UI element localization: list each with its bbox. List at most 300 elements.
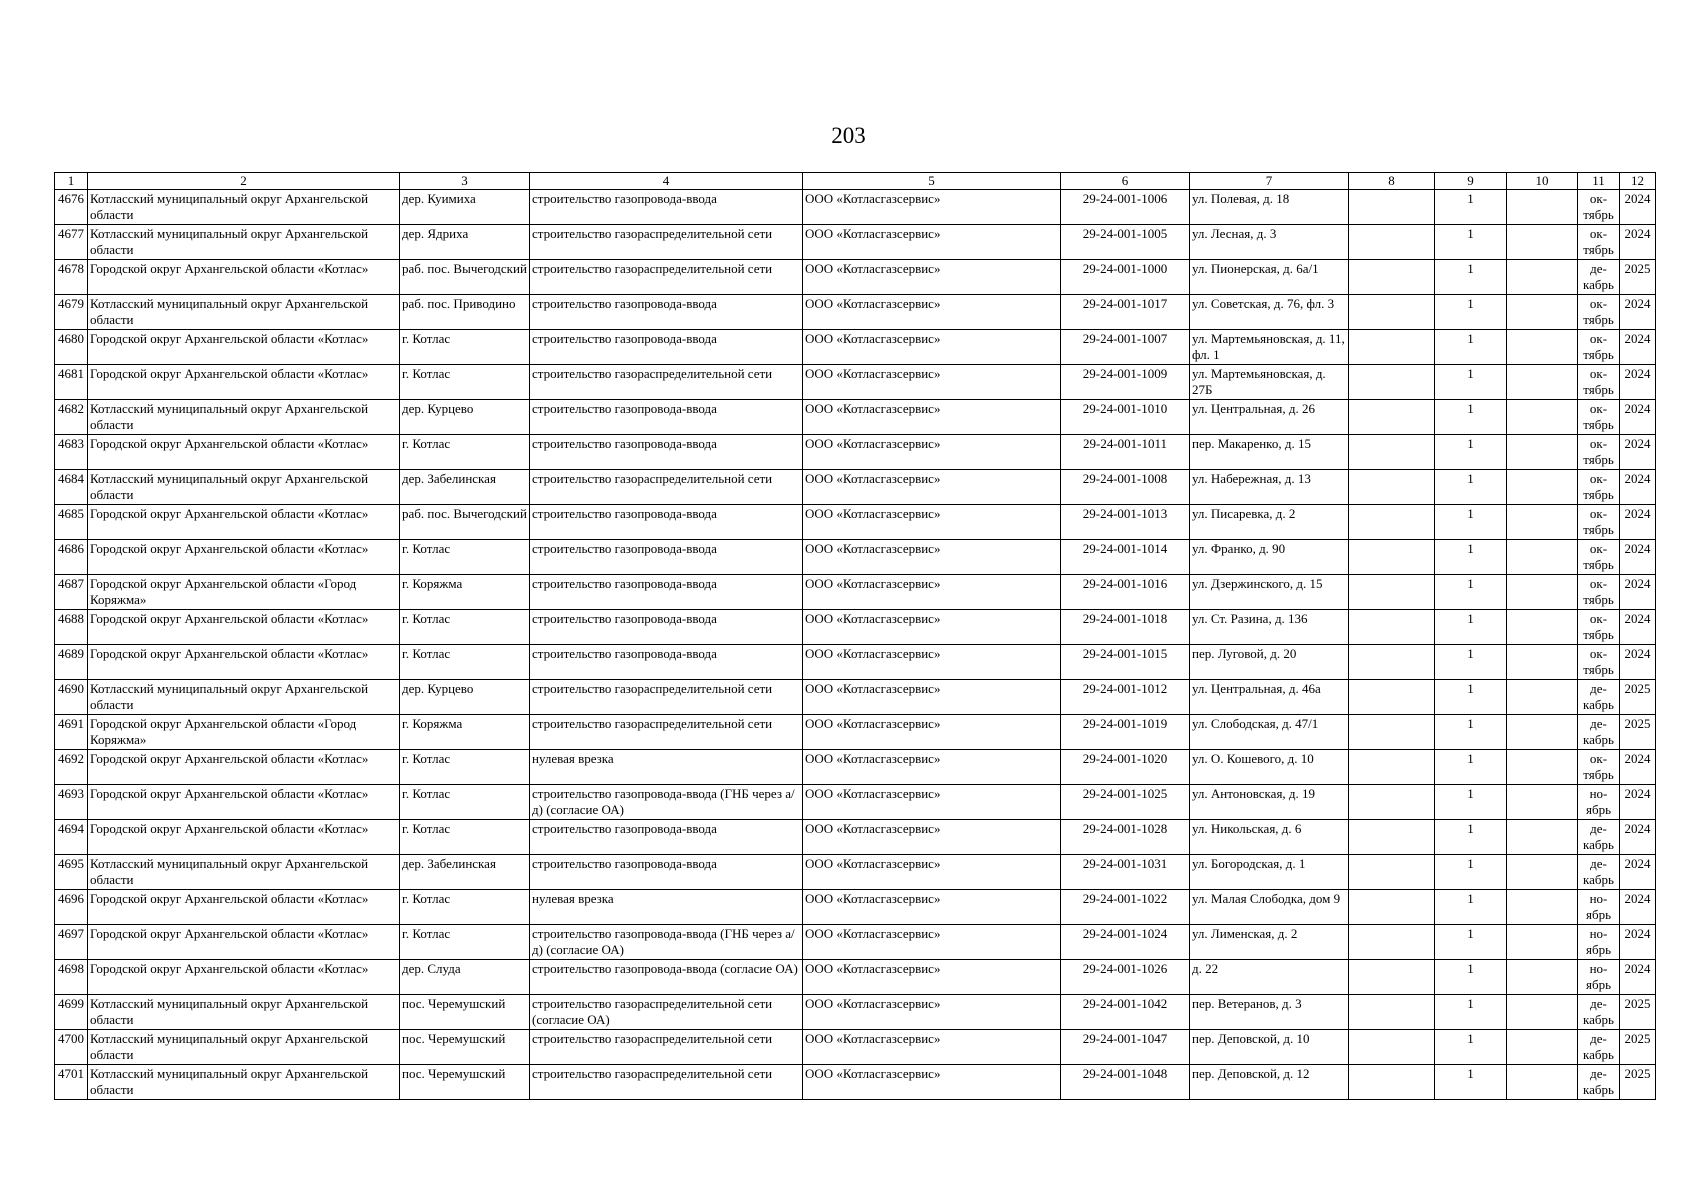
address-cell: ул. Слободская, д. 47/1 (1190, 715, 1349, 750)
row-number: 4689 (55, 645, 88, 680)
object-code-cell: 29-24-001-1022 (1061, 890, 1190, 925)
work-type-cell: строительство газораспределительной сети (530, 225, 803, 260)
year-cell: 2024 (1620, 190, 1656, 225)
table-row (55, 820, 1656, 855)
settlement-cell: раб. пос. Приводино (400, 295, 530, 330)
municipality-cell: Городской округ Архангельской области «Город Коряжма» (88, 575, 400, 610)
table-row (55, 680, 1656, 715)
object-code-cell: 29-24-001-1020 (1061, 750, 1190, 785)
year-cell: 2024 (1620, 435, 1656, 470)
table-row (55, 855, 1656, 890)
month-cell: ок-тябрь (1578, 365, 1620, 400)
column-8-cell (1349, 610, 1435, 645)
work-type-cell: строительство газораспределительной сети (530, 1030, 803, 1065)
municipality-cell: Городской округ Архангельской области «Котлас» (88, 330, 400, 365)
municipality-cell: Городской округ Архангельской области «Котлас» (88, 435, 400, 470)
work-type-cell: нулевая врезка (530, 890, 803, 925)
column-10-cell (1507, 330, 1578, 365)
work-type-cell: строительство газопровода-ввода (530, 855, 803, 890)
table-row (55, 995, 1656, 1030)
table-row (55, 645, 1656, 680)
month-cell: ок-тябрь (1578, 190, 1620, 225)
table-row (55, 925, 1656, 960)
table-row (55, 470, 1656, 505)
work-type-cell: строительство газопровода-ввода (530, 820, 803, 855)
row-number: 4691 (55, 715, 88, 750)
work-type-cell: строительство газопровода-ввода (ГНБ через а/д) (согласие ОА) (530, 785, 803, 820)
object-code-cell: 29-24-001-1031 (1061, 855, 1190, 890)
municipality-cell: Городской округ Архангельской области «Котлас» (88, 260, 400, 295)
work-type-cell: строительство газопровода-ввода (530, 540, 803, 575)
address-cell: ул. Мартемьяновская, д. 27Б (1190, 365, 1349, 400)
year-cell: 2024 (1620, 890, 1656, 925)
organization-cell: ООО «Котласгазсервис» (803, 330, 1061, 365)
object-code-cell: 29-24-001-1042 (1061, 995, 1190, 1030)
row-number: 4685 (55, 505, 88, 540)
settlement-cell: г. Котлас (400, 365, 530, 400)
quantity-cell: 1 (1435, 855, 1507, 890)
address-cell: ул. Лименская, д. 2 (1190, 925, 1349, 960)
quantity-cell: 1 (1435, 750, 1507, 785)
organization-cell: ООО «Котласгазсервис» (803, 190, 1061, 225)
year-cell: 2024 (1620, 225, 1656, 260)
column-10-cell (1507, 610, 1578, 645)
organization-cell: ООО «Котласгазсервис» (803, 540, 1061, 575)
object-code-cell: 29-24-001-1018 (1061, 610, 1190, 645)
column-10-cell (1507, 890, 1578, 925)
column-10-cell (1507, 925, 1578, 960)
month-cell: ок-тябрь (1578, 750, 1620, 785)
table-row (55, 1030, 1656, 1065)
column-10-cell (1507, 820, 1578, 855)
quantity-cell: 1 (1435, 960, 1507, 995)
column-8-cell (1349, 225, 1435, 260)
column-10-cell (1507, 645, 1578, 680)
year-cell: 2025 (1620, 680, 1656, 715)
settlement-cell: пос. Черемушский (400, 1030, 530, 1065)
quantity-cell: 1 (1435, 260, 1507, 295)
quantity-cell: 1 (1435, 365, 1507, 400)
quantity-cell: 1 (1435, 190, 1507, 225)
organization-cell: ООО «Котласгазсервис» (803, 750, 1061, 785)
address-cell: ул. Антоновская, д. 19 (1190, 785, 1349, 820)
column-8-cell (1349, 960, 1435, 995)
row-number: 4684 (55, 470, 88, 505)
work-type-cell: строительство газопровода-ввода (530, 610, 803, 645)
row-number: 4683 (55, 435, 88, 470)
month-cell: де-кабрь (1578, 715, 1620, 750)
column-10-cell (1507, 225, 1578, 260)
organization-cell: ООО «Котласгазсервис» (803, 610, 1061, 645)
quantity-cell: 1 (1435, 995, 1507, 1030)
column-header: 2 (88, 173, 400, 190)
column-8-cell (1349, 750, 1435, 785)
month-cell: ок-тябрь (1578, 575, 1620, 610)
organization-cell: ООО «Котласгазсервис» (803, 855, 1061, 890)
column-header: 3 (400, 173, 530, 190)
work-type-cell: строительство газораспределительной сети (530, 715, 803, 750)
row-number: 4700 (55, 1030, 88, 1065)
object-code-cell: 29-24-001-1024 (1061, 925, 1190, 960)
object-code-cell: 29-24-001-1017 (1061, 295, 1190, 330)
municipality-cell: Котласский муниципальный округ Архангельской области (88, 855, 400, 890)
address-cell: ул. Центральная, д. 46а (1190, 680, 1349, 715)
column-header: 5 (803, 173, 1061, 190)
address-cell: ул. Набережная, д. 13 (1190, 470, 1349, 505)
month-cell: ок-тябрь (1578, 645, 1620, 680)
row-number: 4682 (55, 400, 88, 435)
municipality-cell: Котласский муниципальный округ Архангельской области (88, 470, 400, 505)
year-cell: 2025 (1620, 1030, 1656, 1065)
year-cell: 2024 (1620, 575, 1656, 610)
address-cell: ул. Дзержинского, д. 15 (1190, 575, 1349, 610)
settlement-cell: пос. Черемушский (400, 1065, 530, 1100)
year-cell: 2024 (1620, 505, 1656, 540)
object-code-cell: 29-24-001-1010 (1061, 400, 1190, 435)
organization-cell: ООО «Котласгазсервис» (803, 575, 1061, 610)
settlement-cell: г. Коряжма (400, 715, 530, 750)
row-number: 4676 (55, 190, 88, 225)
municipality-cell: Котласский муниципальный округ Архангельской области (88, 295, 400, 330)
page-number: 203 (831, 123, 866, 148)
month-cell: ок-тябрь (1578, 400, 1620, 435)
municipality-cell: Котласский муниципальный округ Архангельской области (88, 400, 400, 435)
year-cell: 2024 (1620, 925, 1656, 960)
quantity-cell: 1 (1435, 785, 1507, 820)
quantity-cell: 1 (1435, 820, 1507, 855)
column-header: 9 (1435, 173, 1507, 190)
organization-cell: ООО «Котласгазсервис» (803, 435, 1061, 470)
column-10-cell (1507, 190, 1578, 225)
month-cell: но-ябрь (1578, 925, 1620, 960)
row-number: 4687 (55, 575, 88, 610)
organization-cell: ООО «Котласгазсервис» (803, 505, 1061, 540)
object-code-cell: 29-24-001-1005 (1061, 225, 1190, 260)
column-10-cell (1507, 470, 1578, 505)
column-10-cell (1507, 715, 1578, 750)
organization-cell: ООО «Котласгазсервис» (803, 995, 1061, 1030)
object-code-cell: 29-24-001-1014 (1061, 540, 1190, 575)
work-type-cell: строительство газопровода-ввода (ГНБ через а/д) (согласие ОА) (530, 925, 803, 960)
column-8-cell (1349, 365, 1435, 400)
column-10-cell (1507, 295, 1578, 330)
settlement-cell: г. Котлас (400, 820, 530, 855)
settlement-cell: дер. Курцево (400, 400, 530, 435)
year-cell: 2025 (1620, 1065, 1656, 1100)
organization-cell: ООО «Котласгазсервис» (803, 820, 1061, 855)
row-number: 4688 (55, 610, 88, 645)
month-cell: ок-тябрь (1578, 610, 1620, 645)
table-row (55, 330, 1656, 365)
municipality-cell: Городской округ Архангельской области «Котлас» (88, 750, 400, 785)
quantity-cell: 1 (1435, 400, 1507, 435)
column-8-cell (1349, 400, 1435, 435)
column-header: 7 (1190, 173, 1349, 190)
address-cell: пер. Деповской, д. 12 (1190, 1065, 1349, 1100)
column-8-cell (1349, 820, 1435, 855)
organization-cell: ООО «Котласгазсервис» (803, 1030, 1061, 1065)
settlement-cell: г. Коряжма (400, 575, 530, 610)
row-number: 4696 (55, 890, 88, 925)
quantity-cell: 1 (1435, 225, 1507, 260)
work-type-cell: строительство газопровода-ввода (530, 645, 803, 680)
year-cell: 2024 (1620, 960, 1656, 995)
column-10-cell (1507, 750, 1578, 785)
organization-cell: ООО «Котласгазсервис» (803, 365, 1061, 400)
municipality-cell: Городской округ Архангельской области «Котлас» (88, 645, 400, 680)
column-header: 6 (1061, 173, 1190, 190)
municipality-cell: Котласский муниципальный округ Архангельской области (88, 1030, 400, 1065)
column-10-cell (1507, 400, 1578, 435)
quantity-cell: 1 (1435, 1030, 1507, 1065)
municipality-cell: Городской округ Архангельской области «Котлас» (88, 820, 400, 855)
column-8-cell (1349, 925, 1435, 960)
address-cell: пер. Ветеранов, д. 3 (1190, 995, 1349, 1030)
table-row (55, 715, 1656, 750)
settlement-cell: дер. Забелинская (400, 855, 530, 890)
column-10-cell (1507, 1065, 1578, 1100)
table-row (55, 610, 1656, 645)
object-code-cell: 29-24-001-1016 (1061, 575, 1190, 610)
column-8-cell (1349, 890, 1435, 925)
year-cell: 2024 (1620, 750, 1656, 785)
column-header: 4 (530, 173, 803, 190)
column-header: 10 (1507, 173, 1578, 190)
column-8-cell (1349, 855, 1435, 890)
month-cell: ок-тябрь (1578, 330, 1620, 365)
column-header: 12 (1620, 173, 1656, 190)
column-10-cell (1507, 680, 1578, 715)
row-number: 4678 (55, 260, 88, 295)
settlement-cell: дер. Курцево (400, 680, 530, 715)
address-cell: ул. Ст. Разина, д. 136 (1190, 610, 1349, 645)
municipality-cell: Городской округ Архангельской области «Котлас» (88, 610, 400, 645)
row-number: 4681 (55, 365, 88, 400)
column-8-cell (1349, 995, 1435, 1030)
object-code-cell: 29-24-001-1006 (1061, 190, 1190, 225)
table-body (55, 190, 1656, 1100)
column-header: 8 (1349, 173, 1435, 190)
municipality-cell: Городской округ Архангельской области «Котлас» (88, 540, 400, 575)
address-cell: пер. Луговой, д. 20 (1190, 645, 1349, 680)
work-type-cell: строительство газопровода-ввода (530, 505, 803, 540)
quantity-cell: 1 (1435, 470, 1507, 505)
address-cell: ул. Полевая, д. 18 (1190, 190, 1349, 225)
year-cell: 2025 (1620, 260, 1656, 295)
settlement-cell: дер. Ядриха (400, 225, 530, 260)
settlement-cell: г. Котлас (400, 435, 530, 470)
month-cell: но-ябрь (1578, 960, 1620, 995)
year-cell: 2024 (1620, 540, 1656, 575)
year-cell: 2024 (1620, 855, 1656, 890)
municipality-cell: Городской округ Архангельской области «Котлас» (88, 505, 400, 540)
column-8-cell (1349, 785, 1435, 820)
quantity-cell: 1 (1435, 925, 1507, 960)
column-10-cell (1507, 435, 1578, 470)
row-number: 4695 (55, 855, 88, 890)
column-8-cell (1349, 330, 1435, 365)
year-cell: 2024 (1620, 400, 1656, 435)
column-8-cell (1349, 1030, 1435, 1065)
object-code-cell: 29-24-001-1025 (1061, 785, 1190, 820)
municipality-cell: Котласский муниципальный округ Архангельской области (88, 190, 400, 225)
settlement-cell: г. Котлас (400, 925, 530, 960)
column-8-cell (1349, 505, 1435, 540)
table-row (55, 1065, 1656, 1100)
organization-cell: ООО «Котласгазсервис» (803, 890, 1061, 925)
municipality-cell: Городской округ Архангельской области «Город Коряжма» (88, 715, 400, 750)
column-10-cell (1507, 505, 1578, 540)
column-8-cell (1349, 470, 1435, 505)
row-number: 4690 (55, 680, 88, 715)
address-cell: ул. Малая Слободка, дом 9 (1190, 890, 1349, 925)
month-cell: ок-тябрь (1578, 435, 1620, 470)
organization-cell: ООО «Котласгазсервис» (803, 470, 1061, 505)
month-cell: де-кабрь (1578, 995, 1620, 1030)
column-8-cell (1349, 190, 1435, 225)
object-code-cell: 29-24-001-1013 (1061, 505, 1190, 540)
municipality-cell: Городской округ Архангельской области «Котлас» (88, 960, 400, 995)
table-row (55, 890, 1656, 925)
municipality-cell: Котласский муниципальный округ Архангельской области (88, 995, 400, 1030)
row-number: 4699 (55, 995, 88, 1030)
organization-cell: ООО «Котласгазсервис» (803, 680, 1061, 715)
organization-cell: ООО «Котласгазсервис» (803, 925, 1061, 960)
month-cell: ок-тябрь (1578, 295, 1620, 330)
quantity-cell: 1 (1435, 715, 1507, 750)
column-8-cell (1349, 1065, 1435, 1100)
municipality-cell: Котласский муниципальный округ Архангельской области (88, 1065, 400, 1100)
column-10-cell (1507, 365, 1578, 400)
column-8-cell (1349, 260, 1435, 295)
quantity-cell: 1 (1435, 295, 1507, 330)
quantity-cell: 1 (1435, 505, 1507, 540)
quantity-cell: 1 (1435, 540, 1507, 575)
row-number: 4694 (55, 820, 88, 855)
year-cell: 2024 (1620, 330, 1656, 365)
settlement-cell: г. Котлас (400, 540, 530, 575)
work-type-cell: строительство газопровода-ввода (530, 295, 803, 330)
year-cell: 2024 (1620, 365, 1656, 400)
month-cell: ок-тябрь (1578, 540, 1620, 575)
address-cell: ул. О. Кошевого, д. 10 (1190, 750, 1349, 785)
organization-cell: ООО «Котласгазсервис» (803, 645, 1061, 680)
work-type-cell: строительство газораспределительной сети (530, 1065, 803, 1100)
header-row (55, 173, 1656, 190)
settlement-cell: г. Котлас (400, 330, 530, 365)
year-cell: 2025 (1620, 995, 1656, 1030)
row-number: 4686 (55, 540, 88, 575)
object-code-cell: 29-24-001-1047 (1061, 1030, 1190, 1065)
work-type-cell: строительство газопровода-ввода (530, 400, 803, 435)
address-cell: ул. Советская, д. 76, фл. 3 (1190, 295, 1349, 330)
address-cell: ул. Писаревка, д. 2 (1190, 505, 1349, 540)
address-cell: ул. Богородская, д. 1 (1190, 855, 1349, 890)
column-10-cell (1507, 995, 1578, 1030)
column-10-cell (1507, 785, 1578, 820)
table-row (55, 540, 1656, 575)
table-row (55, 190, 1656, 225)
address-cell: ул. Центральная, д. 26 (1190, 400, 1349, 435)
settlement-cell: дер. Куимиха (400, 190, 530, 225)
row-number: 4698 (55, 960, 88, 995)
column-10-cell (1507, 575, 1578, 610)
month-cell: де-кабрь (1578, 855, 1620, 890)
month-cell: де-кабрь (1578, 820, 1620, 855)
address-cell: пер. Деповской, д. 10 (1190, 1030, 1349, 1065)
row-number: 4677 (55, 225, 88, 260)
table-row (55, 960, 1656, 995)
object-code-cell: 29-24-001-1015 (1061, 645, 1190, 680)
work-type-cell: строительство газопровода-ввода (530, 190, 803, 225)
organization-cell: ООО «Котласгазсервис» (803, 715, 1061, 750)
address-cell: д. 22 (1190, 960, 1349, 995)
month-cell: но-ябрь (1578, 785, 1620, 820)
work-type-cell: строительство газораспределительной сети (530, 470, 803, 505)
month-cell: де-кабрь (1578, 1065, 1620, 1100)
address-cell: ул. Пионерская, д. 6а/1 (1190, 260, 1349, 295)
quantity-cell: 1 (1435, 610, 1507, 645)
settlement-cell: г. Котлас (400, 785, 530, 820)
quantity-cell: 1 (1435, 890, 1507, 925)
object-code-cell: 29-24-001-1019 (1061, 715, 1190, 750)
quantity-cell: 1 (1435, 330, 1507, 365)
municipality-cell: Котласский муниципальный округ Архангельской области (88, 680, 400, 715)
object-code-cell: 29-24-001-1009 (1061, 365, 1190, 400)
column-8-cell (1349, 575, 1435, 610)
quantity-cell: 1 (1435, 575, 1507, 610)
settlement-cell: дер. Слуда (400, 960, 530, 995)
table-row (55, 295, 1656, 330)
municipality-cell: Городской округ Архангельской области «Котлас» (88, 365, 400, 400)
year-cell: 2024 (1620, 645, 1656, 680)
object-code-cell: 29-24-001-1028 (1061, 820, 1190, 855)
address-cell: ул. Франко, д. 90 (1190, 540, 1349, 575)
organization-cell: ООО «Котласгазсервис» (803, 400, 1061, 435)
year-cell: 2024 (1620, 295, 1656, 330)
table-row (55, 505, 1656, 540)
month-cell: де-кабрь (1578, 1030, 1620, 1065)
settlement-cell: г. Котлас (400, 750, 530, 785)
row-number: 4692 (55, 750, 88, 785)
organization-cell: ООО «Котласгазсервис» (803, 1065, 1061, 1100)
column-8-cell (1349, 540, 1435, 575)
address-cell: пер. Макаренко, д. 15 (1190, 435, 1349, 470)
column-10-cell (1507, 855, 1578, 890)
settlement-cell: г. Котлас (400, 645, 530, 680)
column-8-cell (1349, 435, 1435, 470)
row-number: 4701 (55, 1065, 88, 1100)
month-cell: но-ябрь (1578, 890, 1620, 925)
municipality-cell: Городской округ Архангельской области «Котлас» (88, 785, 400, 820)
month-cell: ок-тябрь (1578, 225, 1620, 260)
work-type-cell: строительство газораспределительной сети (530, 260, 803, 295)
object-code-cell: 29-24-001-1048 (1061, 1065, 1190, 1100)
settlement-cell: дер. Забелинская (400, 470, 530, 505)
municipality-cell: Городской округ Архангельской области «Котлас» (88, 890, 400, 925)
column-10-cell (1507, 260, 1578, 295)
object-code-cell: 29-24-001-1026 (1061, 960, 1190, 995)
table-row (55, 785, 1656, 820)
column-8-cell (1349, 295, 1435, 330)
column-10-cell (1507, 1030, 1578, 1065)
column-10-cell (1507, 540, 1578, 575)
column-8-cell (1349, 645, 1435, 680)
settlement-cell: г. Котлас (400, 890, 530, 925)
quantity-cell: 1 (1435, 435, 1507, 470)
organization-cell: ООО «Котласгазсервис» (803, 295, 1061, 330)
table-row (55, 400, 1656, 435)
